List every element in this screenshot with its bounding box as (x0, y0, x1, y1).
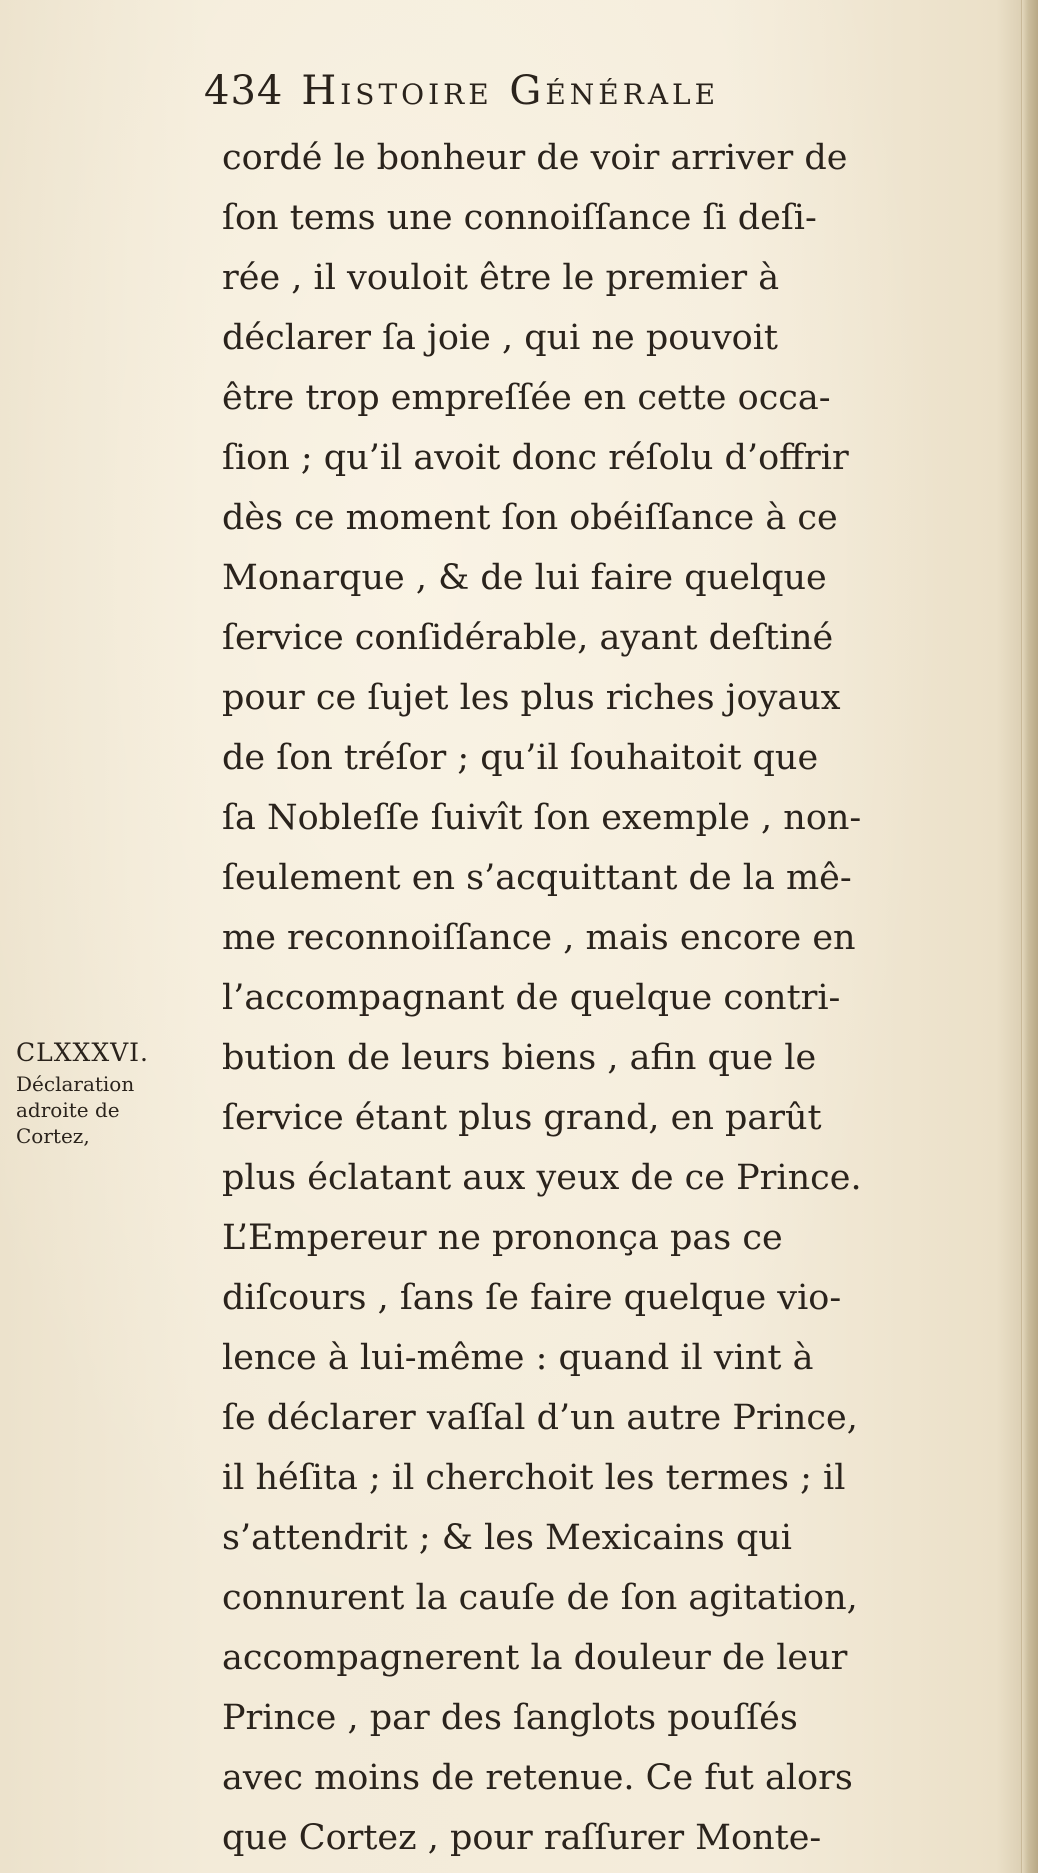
page-header (204, 68, 884, 122)
text-line: ſervice conſidérable, ayant deſtiné (222, 618, 834, 658)
margin-note (16, 1035, 216, 1149)
text-line: s’attendrit ; & les Mexicains qui (222, 1518, 792, 1558)
text-line: ſion ; qu’il avoit donc réſolu d’offrir (222, 438, 849, 478)
text-line: déclarer ſa joie , qui ne pouvoit (222, 318, 779, 358)
text-line: que Cortez , pour raſſurer Monte- (222, 1818, 822, 1858)
margin-note-line: Cortez, (16, 1124, 90, 1148)
text-line: l’accompagnant de quelque contri- (222, 978, 841, 1018)
text-line: rée , il vouloit être le premier à (222, 258, 780, 298)
text-line: ſeulement en s’acquittant de la mê- (222, 858, 852, 898)
text-line: ſa Nobleſſe ſuivît ſon exemple , non- (222, 798, 862, 838)
margin-note-line: adroite de (16, 1098, 120, 1122)
page-number: 434 (204, 68, 284, 114)
text-line: pour ce ſujet les plus riches joyaux (222, 678, 841, 718)
text-line: bution de leurs biens , afin que le (222, 1038, 817, 1078)
text-line: me reconnoiſſance , mais encore en (222, 918, 856, 958)
text-line: accompagnerent la douleur de leur (222, 1638, 848, 1678)
body-text (222, 128, 942, 1868)
text-line: lence à lui-même : quand il vint à (222, 1338, 814, 1378)
running-title: Histoire Générale (301, 68, 720, 114)
text-line: L’Empereur ne prononça pas ce (222, 1218, 783, 1258)
text-line: connurent la cauſe de ſon agitation, (222, 1578, 858, 1618)
text-line: être trop empreſſée en cette occa- (222, 378, 831, 418)
text-line: plus éclatant aux yeux de ce Prince. (222, 1158, 862, 1198)
text-line: de ſon tréſor ; qu’il ſouhaitoit que (222, 738, 819, 778)
margin-note-line: Déclaration (16, 1072, 135, 1096)
text-line: dès ce moment ſon obéiſſance à ce (222, 498, 838, 538)
text-line: cordé le bonheur de voir arriver de (222, 138, 848, 178)
page-edge (1021, 0, 1038, 1873)
text-line: Monarque , & de lui faire quelque (222, 558, 827, 598)
text-line: il héſita ; il cherchoit les termes ; il (222, 1458, 846, 1498)
text-line: ſervice étant plus grand, en parût (222, 1098, 822, 1138)
text-line: ſe déclarer vaſſal d’un autre Prince, (222, 1398, 858, 1438)
text-line: diſcours , ſans ſe faire quelque vio- (222, 1278, 842, 1318)
text-line: Prince , par des ſanglots pouſſés (222, 1698, 798, 1738)
text-line: avec moins de retenue. Ce fut alors (222, 1758, 853, 1798)
text-line: ſon tems une connoiſſance ſi deſi- (222, 198, 817, 238)
margin-note-number: CLXXXVI. (16, 1038, 149, 1067)
